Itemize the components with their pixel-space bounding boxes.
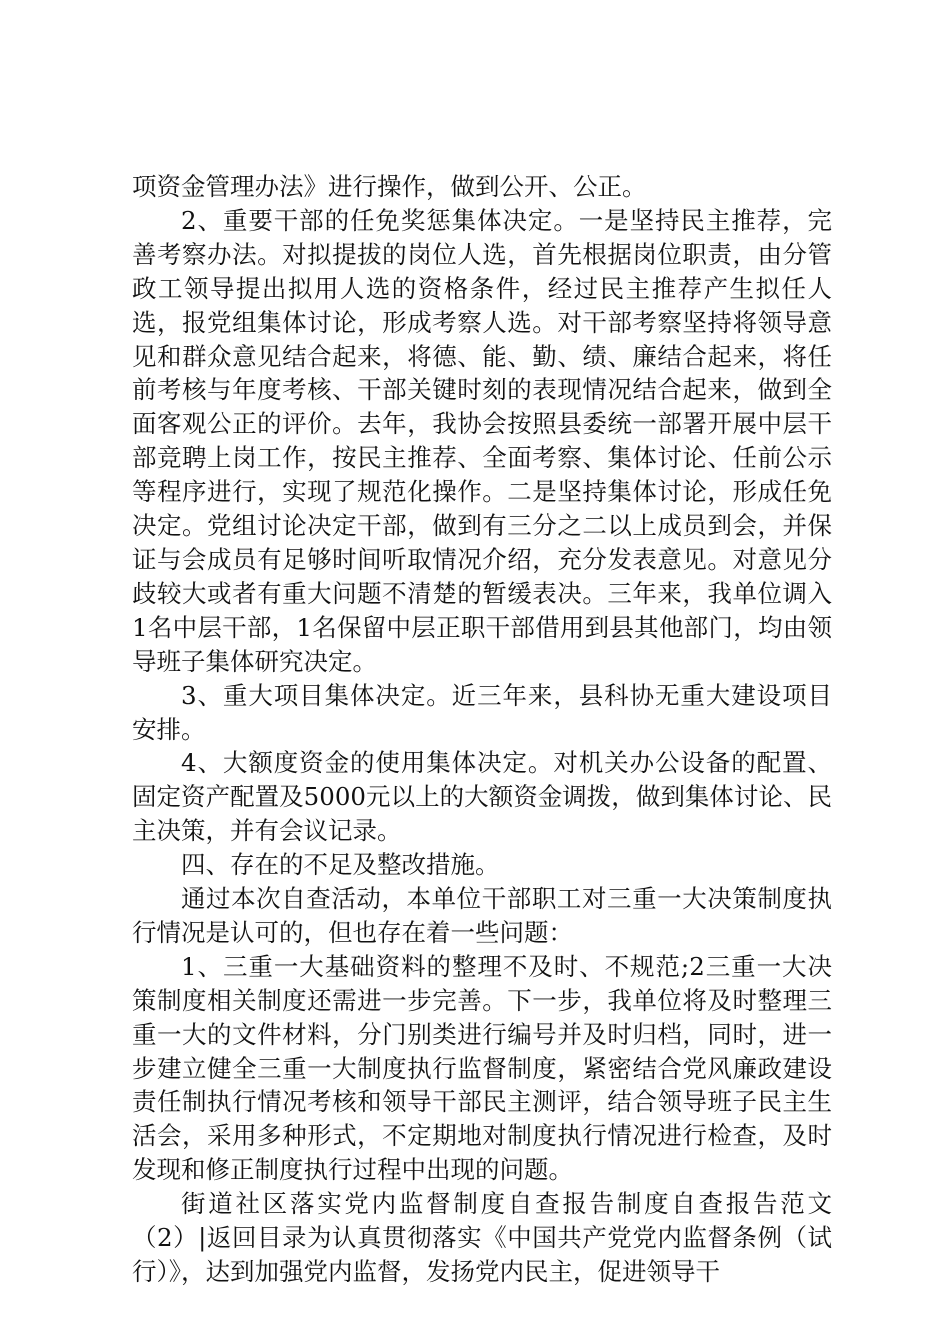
paragraph-rectification: 1、三重一大基础资料的整理不及时、不规范;2三重一大决策制度相关制度还需进一步完善。下一步，我单位将及时整理三重一大的文件材料，分门别类进行编号并及时归档，同时，进一步建立健全三重一大制度执行监督制度，紧密结合党风廉政建设责任制执行情况考核和领导干部民主测评，结合领导班子民主生活会，采用多种形式，不定期地对制度执行情况进行检查，及时发现和修正制度执行过程中出现的问题。	[132, 951, 832, 1185]
paragraph-next-article: 街道社区落实党内监督制度自查报告制度自查报告范文（2）|返回目录为认真贯彻落实《中国共产党党内监督条例（试行）》，达到加强党内监督，发扬党内民主，促进领导干	[132, 1189, 832, 1286]
paragraph-major-projects: 3、重大项目集体决定。近三年来，县科协无重大建设项目安排。	[132, 680, 832, 744]
section-heading-shortcomings: 四、存在的不足及整改措施。	[181, 850, 500, 880]
paragraph-cadre-appointment: 2、重要干部的任免奖惩集体决定。一是坚持民主推荐，完善考察办法。对拟提拔的岗位人选，首先根据岗位职责，由分管政工领导提出拟用人选的资格条件，经过民主推荐产生拟任人选，报党组集体讨论，形成考察人选。对干部考察坚持将领导意见和群众意见结合起来，将德、能、勤、绩、廉结合起来，将任前考核与年度考核、干部关键时刻的表现情况结合起来，做到全面客观公正的评价。去年，我协会按照县委统一部署开展中层干部竞聘上岗工作，按民主推荐、全面考察、集体讨论、任前公示等程序进行，实现了规范化操作。二是坚持集体讨论，形成任免决定。党组讨论决定干部，做到有三分之二以上成员到会，并保证与会成员有足够时间听取情况介绍，充分发表意见。对意见分歧较大或者有重大问题不清楚的暂缓表决。三年来，我单位调入1名中层干部，1名保留中层正职干部借用到县其他部门，均由领导班子集体研究决定。	[132, 205, 832, 676]
paragraph-self-inspection: 通过本次自查活动，本单位干部职工对三重一大决策制度执行情况是认可的，但也存在着一些问题：	[132, 884, 832, 947]
document-body	[132, 170, 832, 1289]
paragraph-continuation: 项资金管理办法》进行操作，做到公开、公正。	[132, 172, 647, 201]
paragraph-large-funds: 4、大额度资金的使用集体决定。对机关办公设备的配置、固定资产配置及5000元以上的大额资金调拨，做到集体讨论、民主决策，并有会议记录。	[132, 748, 832, 846]
